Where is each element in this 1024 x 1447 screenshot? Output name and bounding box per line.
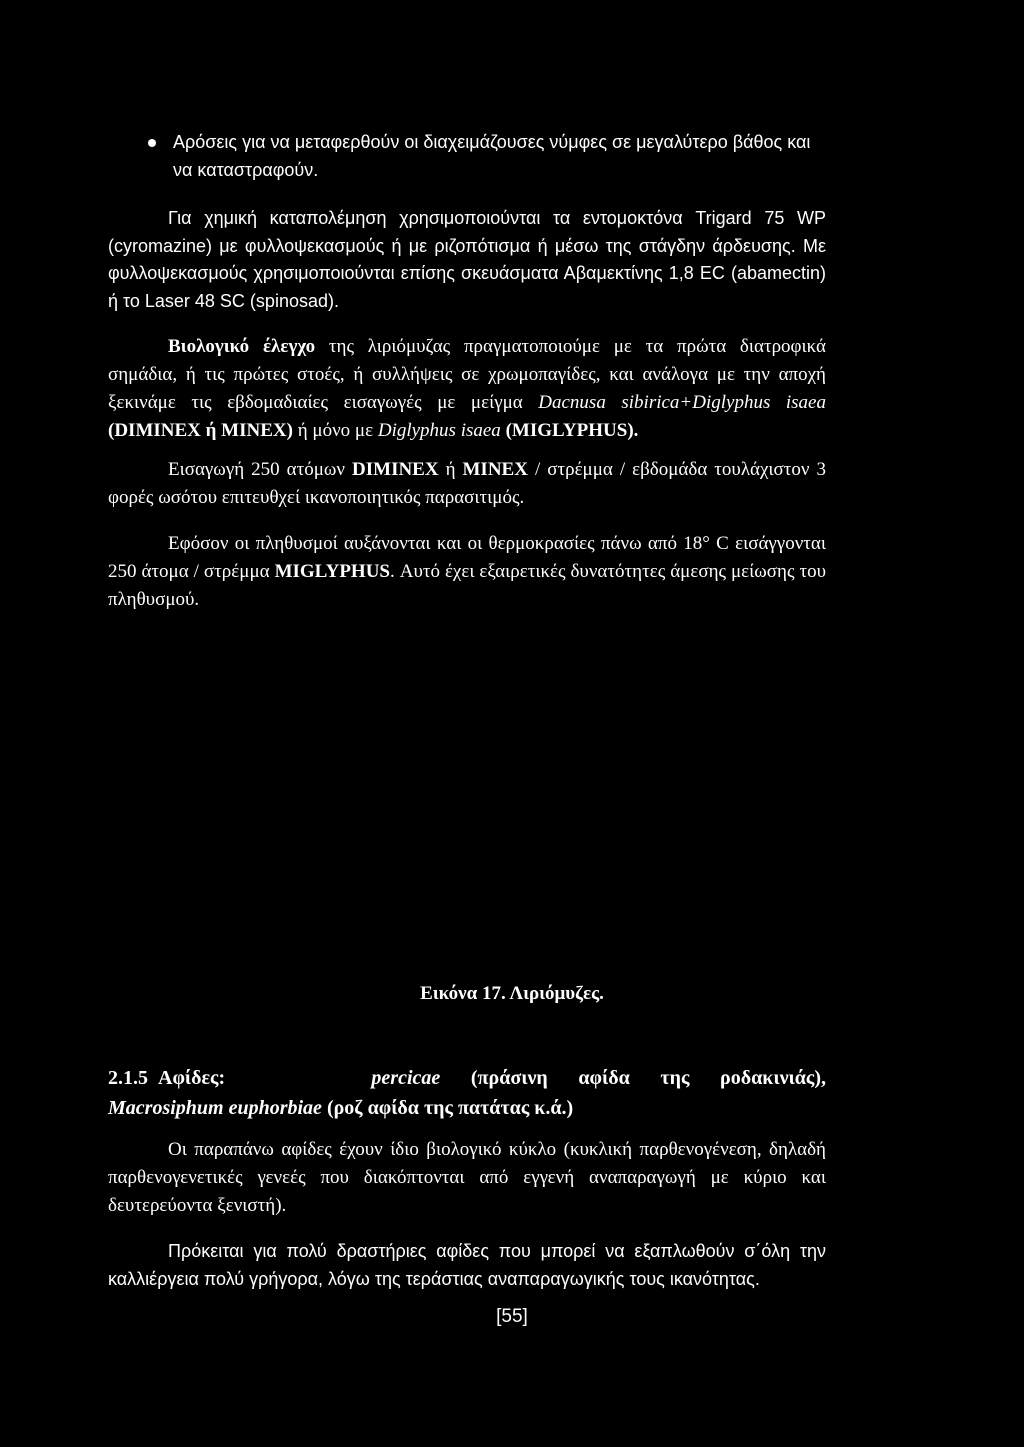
- intro-text-1: Εισαγωγή 250 ατόμων: [168, 459, 353, 480]
- section-heading-line-1: [108, 1063, 826, 1093]
- paragraph-chemical-control: Για χημική καταπολέμηση χρησιμοποιούνται τα εντομοκτόνα Trigard 75 WP (cyromazine) με φυλλοψεκασμούς ή με ριζοπότισμα ή μέσω της στάγδην άρδευσης. Με φυλλοψεκασμούς χρησιμοποιούνται επίσης σκευάσματα Αβαμεκτίνης 1,8 EC (abamectin) ή το Laser 48 SC (spinosad).: [108, 208, 826, 311]
- bio-text-1: της λιριόμυζας πραγματοποιούμε με τα πρώτα διατροφικά σημάδια, ή τις πρώτες στοές, ή συλλήψεις σε χρωμοπαγίδες, και ανάλογα με την αποχή ξεκινάμε τις εβδομαδιαίες εισαγωγές με μείγμα: [108, 336, 826, 413]
- section-heading: [108, 1063, 826, 1123]
- page-number: [55]: [496, 1306, 528, 1327]
- section-common-1-w3: της: [660, 1067, 690, 1089]
- intro-text-2: ή: [438, 459, 463, 480]
- paragraph-temperature: [108, 530, 826, 614]
- section-number: 2.1.5 Αφίδες:: [108, 1067, 226, 1089]
- bio-species-2: Diglyphus isaea: [377, 420, 501, 441]
- intro-product-1: DIMINEX: [352, 459, 439, 480]
- bullet-icon: [148, 139, 156, 147]
- figure-caption: Εικόνα 17. Λιριόμυζες.: [420, 983, 604, 1004]
- bio-lead: Βιολογικό έλεγχο: [168, 336, 316, 357]
- temp-text-1: Εφόσον οι πληθυσμοί αυξάνονται και οι θερμοκρασίες πάνω από 18° C εισάγγονται 250 άτομα / στρέμμα: [108, 533, 826, 582]
- section-common-1-w2: αφίδα: [578, 1067, 630, 1089]
- paragraph-life-cycle: Οι παραπάνω αφίδες έχουν ίδιο βιολογικό κύκλο (κυκλική παρθενογένεση, δηλαδή παρθενογενετικές γενεές που διακόπτονται από εγγενή αναπαραγωγή με κύριο και δευτερεύοντα ξενιστή).: [108, 1139, 826, 1216]
- bio-species-1: Dacnusa sibirica+Diglyphus isaea: [538, 392, 826, 413]
- bio-product-1: (DIMINEX ή MINEX): [108, 420, 293, 441]
- section-common-1-w4: ροδακινιάς),: [720, 1067, 826, 1089]
- temp-text-2: . Αυτό έχει εξαιρετικές δυνατότητες άμεσης μείωσης του πληθυσμού.: [108, 561, 826, 610]
- paragraph-introduction-rate: [108, 456, 826, 512]
- paragraph-activity: Πρόκειται για πολύ δραστήριες αφίδες που μπορεί να εξαπλωθούν σ΄όλη την καλλιέργεια πολύ γρήγορα, λόγω της τεράστιας αναπαραγωγικής τους ικανότητας.: [108, 1241, 826, 1289]
- section-species-1: percicae: [371, 1067, 441, 1089]
- bullet-item: [148, 128, 826, 184]
- intro-text-3: / στρέμμα / εβδομάδα τουλάχιστον 3 φορές ωσότου επιτευθχεί ικανοποιητικός παρασιτιμός.: [108, 459, 827, 508]
- section-common-1-w1: (πράσινη: [470, 1067, 548, 1089]
- bio-product-2: (MIGLYPHUS).: [500, 420, 639, 441]
- section-common-2: (ρoζ αφίδα της πατάτας κ.ά.): [321, 1097, 574, 1119]
- bullet-text: Αρόσεις για να μεταφερθούν οι διαχειμάζουσες νύμφες σε μεγαλύτερο βάθος και να καταστραφούν.: [173, 132, 811, 180]
- temp-product: MIGLYPHUS: [274, 561, 390, 582]
- bio-text-2: ή μόνο με: [292, 420, 378, 441]
- intro-product-2: MINEX: [462, 459, 528, 480]
- section-heading-line-2: [108, 1093, 826, 1123]
- section-species-2: Macrosiphum euphorbiae: [108, 1097, 322, 1119]
- paragraph-biological-control: [108, 333, 826, 445]
